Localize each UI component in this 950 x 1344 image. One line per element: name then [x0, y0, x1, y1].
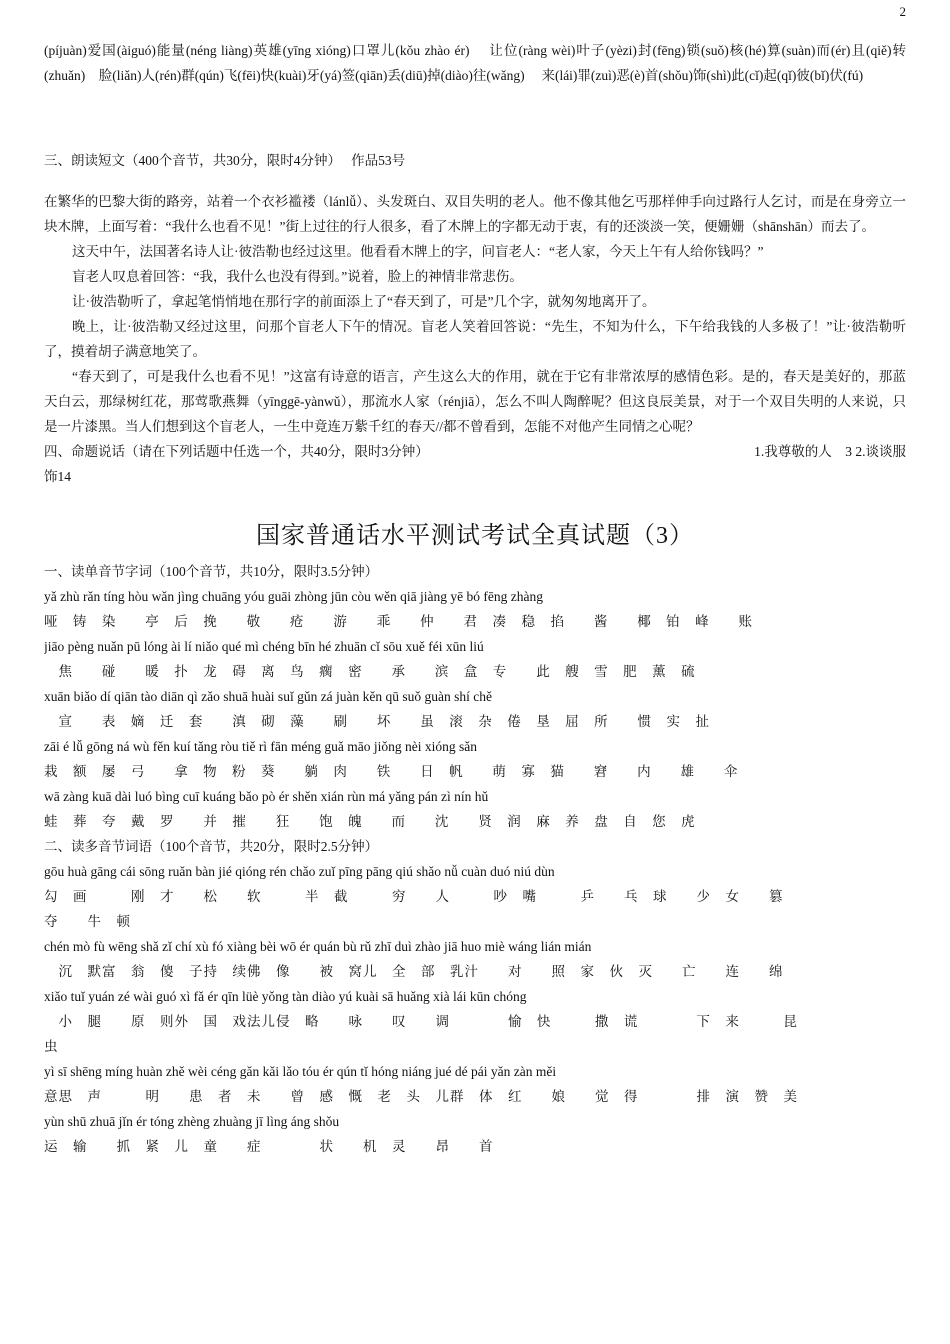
part1-char-row: 哑 铸 染 亭 后 挽 敬 疮 游 乖 仲 君 凑 稳 掐 酱 椰 铂 峰 账: [44, 614, 753, 629]
page-number: 2: [899, 4, 906, 19]
section4-topics-continued: 饰14: [44, 469, 71, 484]
part1-pinyin-row: xuān biǎo dí qiān tào diān qì zǎo shuā huài suǐ gǔn zá juàn kěn qū suǒ guàn shí chě: [44, 689, 493, 704]
part2-pinyin-row: yùn shū zhuā jǐn ér tóng zhèng zhuàng jī lìng áng shǒu: [44, 1114, 340, 1129]
passage-paragraph-1: 在繁华的巴黎大街的路旁，站着一个衣衫褴褛（lánlǚ）、头发斑白、双目失明的老人。他不像其他乞丐那样伸手向过路行人乞讨，而是在身旁立一块木牌，上面写着：“我什么也看不见！”街上过往的行人很多，看了木牌上的字都无动于衷，有的还淡淡一笑，便姗姗（shānshān）而去了。: [44, 194, 906, 234]
section4-heading: 四、命题说话（请在下列话题中任选一个，共40分，限时3分钟）: [44, 444, 429, 459]
part2-heading: 二、读多音节词语（100个音节，共20分，限时2.5分钟）: [44, 839, 379, 854]
part1-char-row: 栽 额 屡 弓 拿 物 粉 葵 躺 肉 铁 日 帆 萌 寡 猫 窘 内 雄 伞: [44, 764, 739, 779]
part1-char-row: 蛙 葬 夸 戴 罗 并 摧 狂 饱 魄 而 沈 贤 润 麻 养 盘 自 您 虎: [44, 814, 696, 829]
part2-char-row-continued: 夺 牛 顿: [44, 914, 131, 929]
part1-char-row: 宣 表 嫡 迁 套 滇 砌 藻 刷 坏 虽 滚 杂 倦 垦 屈 所 惯 实 扯: [44, 714, 710, 729]
section4-heading-row: [44, 439, 906, 464]
top-word-list: (píjuàn)爱国(àiguó)能量(néng liàng)英雄(yīng xióng)口罩儿(kǒu zhào ér) 让位(ràng wèi)叶子(yèzi)封(fēng)锁(suǒ)核(hé)算(suàn)而(ér)且(qiě)转(zhuǎn) 脸(liǎn)人(rén)群(qún)飞(fēi)快(kuài)牙(yá)签(qiān)丢(diū)掉(diào)往(wǎng) 来(lái)罪(zuì)恶(è)首(shǒu)饰(shì)此(cǐ)起(qǐ)彼(bǐ)伏(fú): [44, 43, 906, 83]
part2-char-row: 沉 默富 翁 傻 子持 续佛 像 被 窝儿 全 部 乳汁 对 照 家 伙 灭 亡 连 绵: [44, 964, 784, 979]
section3-heading: 三、朗读短文（400个音节，共30分，限时4分钟） 作品53号: [44, 153, 406, 168]
passage-paragraph-2: 这天中午，法国著名诗人让·彼浩勒也经过这里。他看看木牌上的字，问盲老人：“老人家，今天上午有人给你钱吗？”: [72, 244, 764, 259]
part2-pinyin-row: gōu huà gāng cái sōng ruǎn bàn jié qióng rén chǎo zuǐ pīng pāng qiú shǎo nǚ cuàn duó niú dùn: [44, 864, 555, 879]
part2-char-row: 勾 画 刚 才 松 软 半 截 穷 人 吵 嘴 乒 乓 球 少 女 篡: [44, 889, 784, 904]
exam-title: 国家普通话水平测试考试全真试题（3）: [256, 523, 694, 549]
passage-paragraph-5: 晚上，让·彼浩勒又经过这里，问那个盲老人下午的情况。盲老人笑着回答说：“先生，不知为什么，下午给我钱的人多极了！”让·彼浩勒听了，摸着胡子满意地笑了。: [44, 319, 906, 359]
part2-char-row: 小 腿 原 则外 国 戏法儿侵 略 咏 叹 调 愉 快 撒 谎 下 来 昆: [44, 1014, 798, 1029]
passage-paragraph-3: 盲老人叹息着回答：“我，我什么也没有得到。”说着，脸上的神情非常悲伤。: [72, 269, 523, 284]
part2-pinyin-row: chén mò fù wēng shǎ zǐ chí xù fó xiàng bèi wō ér quán bù rǔ zhī duì zhào jiā huo miè wáng lián mián: [44, 939, 592, 954]
part1-pinyin-row: jiāo pèng nuǎn pū lóng ài lí niǎo qué mì chéng bīn hé zhuān cǐ sōu xuě féi xūn liú: [44, 639, 484, 654]
page-content: [44, 38, 906, 1159]
part1-pinyin-row: zāi é lǚ gōng ná wù fěn kuí tǎng ròu tiě rì fān méng guǎ māo jiǒng nèi xióng sǎn: [44, 739, 478, 754]
passage-paragraph-4: 让·彼浩勒听了，拿起笔悄悄地在那行字的前面添上了“春天到了，可是”几个字，就匆匆地离开了。: [72, 294, 656, 309]
part1-heading: 一、读单音节字词（100个音节，共10分，限时3.5分钟）: [44, 564, 379, 579]
part1-pinyin-row: wā zàng kuā dài luó bìng cuī kuáng bǎo pò ér shěn xián rùn má yǎng pán zì nín hǔ: [44, 789, 489, 804]
passage-paragraph-6: “春天到了，可是我什么也看不见！”这富有诗意的语言，产生这么大的作用，就在于它有非常浓厚的感情色彩。是的，春天是美好的，那蓝天白云，那绿树红花，那莺歌燕舞（yīnggē-yànwǔ），那流水人家（rénjiā），怎么不叫人陶醉呢？但这良辰美景，对于一个双目失明的人来说，只是一片漆黑。当人们想到这个盲老人，一生中竟连万紫千红的春天//都不曾看到，怎能不对他产生同情之心呢？: [44, 369, 906, 434]
part2-pinyin-row: yì sī shēng míng huàn zhě wèi céng gǎn kǎi lǎo tóu ér qún tǐ hóng niáng jué dé pái yǎn zàn měi: [44, 1064, 557, 1079]
section4-topics: 1.我尊敬的人 3 2.谈谈服: [754, 444, 906, 459]
part2-pinyin-row: xiǎo tuǐ yuán zé wài guó xì fǎ ér qīn lüè yǒng tàn diào yú kuài sā huǎng xià lái kūn chóng: [44, 989, 527, 1004]
part1-pinyin-row: yǎ zhù rǎn tíng hòu wǎn jìng chuāng yóu guāi zhòng jūn còu wěn qiā jiàng yē bó fēng zhàng: [44, 589, 543, 604]
part2-char-row: 运 输 抓 紧 儿 童 症 状 机 灵 昂 首: [44, 1139, 494, 1154]
part2-char-row: 意思 声 明 患 者 未 曾 感 慨 老 头 儿群 体 红 娘 觉 得 排 演 赞 美: [44, 1089, 798, 1104]
part2-char-row-continued: 虫: [44, 1039, 59, 1054]
part1-char-row: 焦 碰 暖 扑 龙 碍 离 鸟 瘸 密 承 滨 盒 专 此 艘 雪 肥 薰 硫: [44, 664, 696, 679]
